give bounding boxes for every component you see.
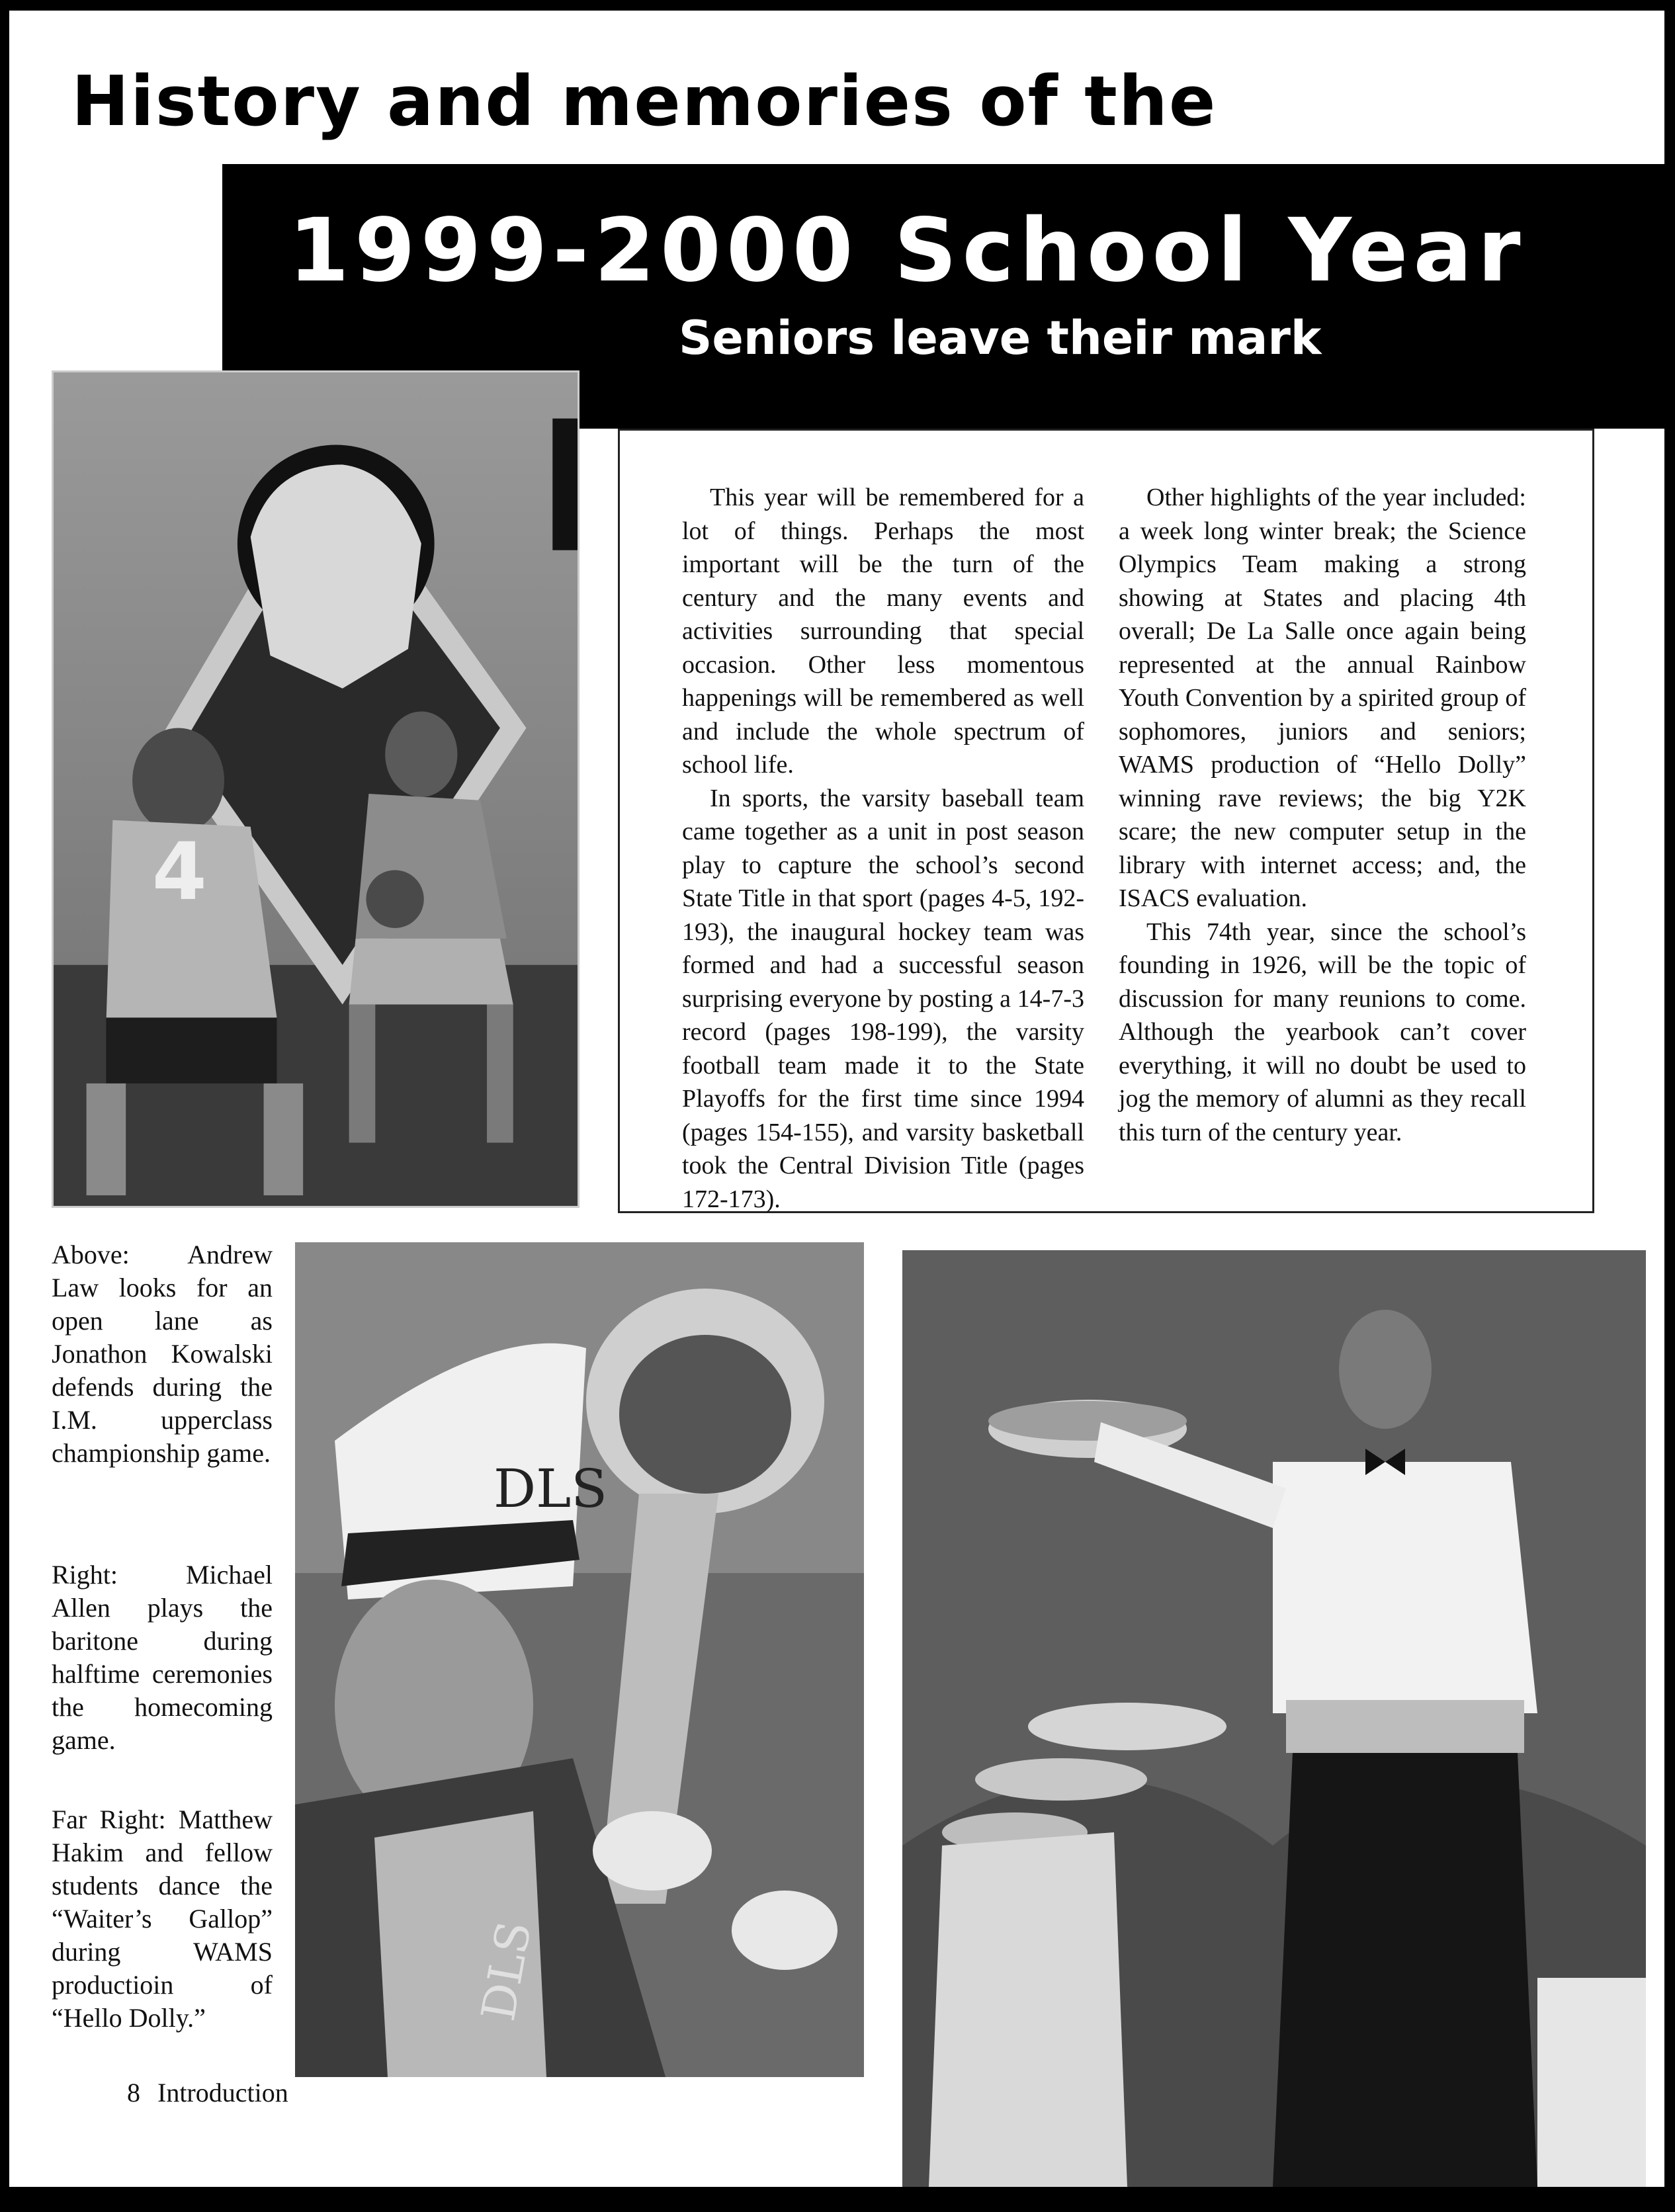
photo-hello-dolly [902, 1250, 1646, 2187]
article-paragraph: In sports, the varsity baseball team came together as a unit in post season play to capture the school’s second State Title in that sport (pages 4-5, 192-193), the inaugural hockey team was formed and had a successful season surprising everyone by posting a 14-7-3 record (pages 198-199), the varsity football team made it to the State Playoffs for the first time since 1994 (pages 154-155), and varsity basketball took the Central Division Title (pages 172-173). [682, 784, 1084, 1213]
banner-title: 1999-2000 School Year [288, 200, 1526, 302]
section-name: Introduction [157, 2078, 288, 2107]
caption-right: Right: Michael Allen plays the baritone during halftime ceremonies the homecoming game. [52, 1560, 273, 1755]
banner-subtitle: Seniors leave their mark [679, 311, 1322, 365]
article-paragraph: Other highlights of the year included: a week long winter break; the Science Olympics Team making a strong showing at States and placing 4th overall; De La Salle once again being represented at the annual Rainbow Youth Convention by a spirited group of sophomores, juniors and seniors; WAMS production of “Hello Dolly” winning rave reviews; the big Y2K scare; the new computer setup in the library with internet access; and, the ISACS evaluation. [1119, 484, 1526, 912]
page-folio [127, 2077, 288, 2108]
article-column-right [1119, 481, 1526, 1149]
page-number: 8 [127, 2078, 140, 2107]
basketball-photo-illustration [54, 372, 578, 1206]
page-edge-right [1664, 0, 1675, 2212]
waiters-photo-illustration [902, 1250, 1646, 2187]
article-column-left [682, 481, 1084, 1216]
article-textbox [618, 429, 1594, 1213]
article-paragraph: This year will be remembered for a lot of things. Perhaps the most important will be the turn of the century and the many events and activities surrounding that special occasion. Other less momentous happenings will be remembered as well and include the whole spectrum of school life. [682, 484, 1084, 779]
caption-far-right: Far Right: Matthew Hakim and fellow students dance the “Waiter’s Gallop” during WAMS productioin of “Hello Dolly.” [52, 1805, 273, 2033]
page-edge-left [0, 0, 9, 2212]
page-edge-top [0, 0, 1675, 11]
page-edge-bottom [0, 2187, 1675, 2212]
band-photo-illustration [295, 1242, 864, 2077]
article-paragraph: This 74th year, since the school’s founding in 1926, will be the topic of discussion for many reunions to come. Although the yearbook can’t cover everything, it will no doubt be used to jog the memory of alumni as they recall this turn of the century year. [1119, 917, 1526, 1146]
headline: History and memories of the [71, 61, 1217, 142]
sleeve-lettering: DLS [470, 1917, 542, 2025]
jersey-number: 4 [151, 826, 207, 919]
photo-marching-band [295, 1242, 864, 2077]
photo-basketball-game [52, 370, 580, 1208]
cap-lettering: DLS [494, 1458, 608, 1519]
caption-above: Above: Andrew Law looks for an open lane as Jonathon Kowalski defends during the I.M. upperclass championship game. [52, 1240, 273, 1468]
